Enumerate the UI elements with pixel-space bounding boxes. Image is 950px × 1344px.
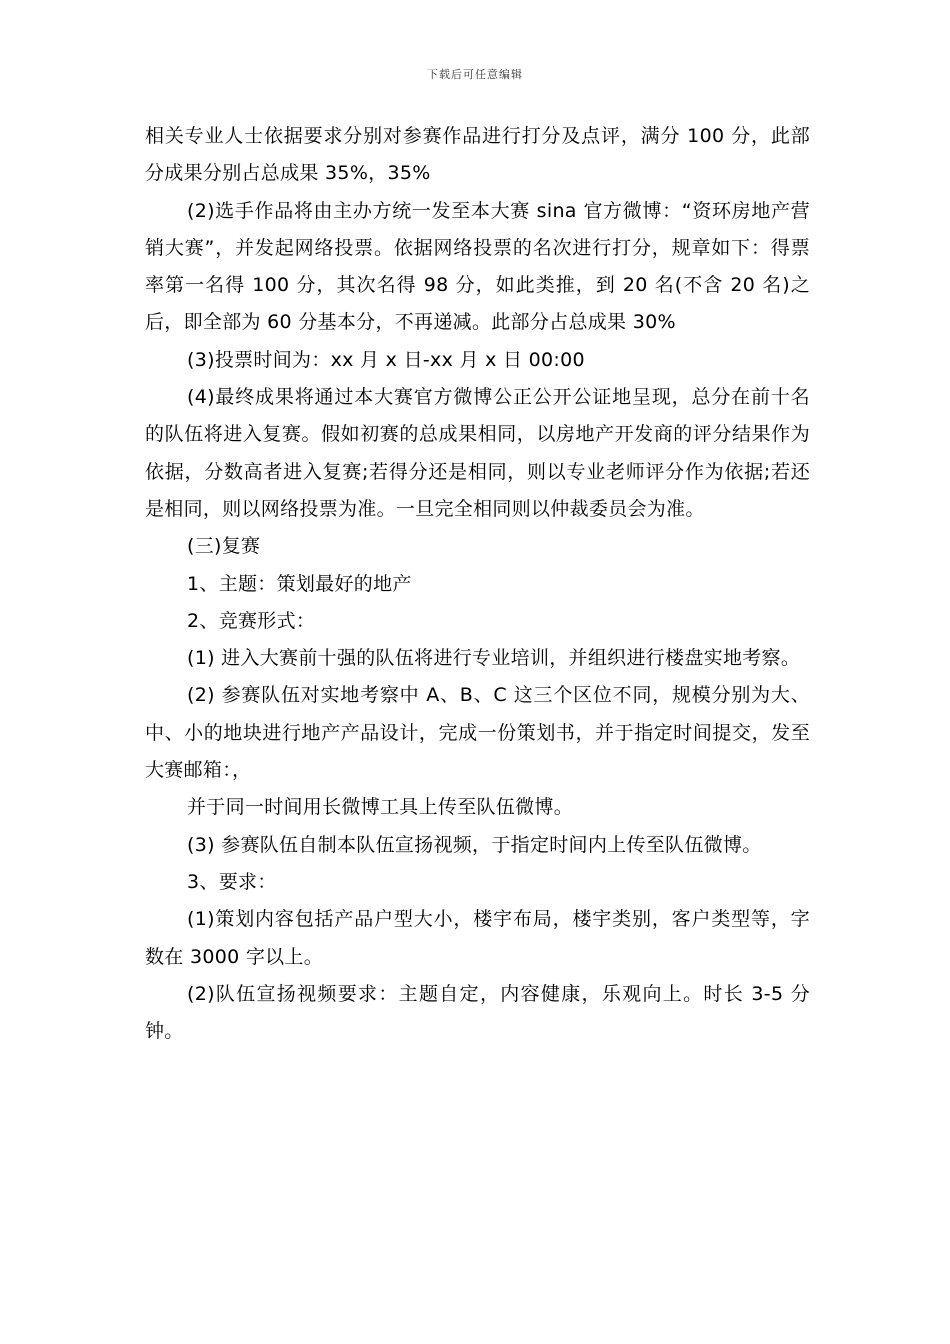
paragraph-promo-video: (3) 参赛队伍自制本队伍宣扬视频，于指定时间内上传至队伍微博。 (187, 833, 762, 856)
document-body (145, 118, 810, 1050)
paragraph-training: (1) 进入大赛前十强的队伍将进行专业培训，并组织进行楼盘实地考察。 (187, 647, 801, 670)
paragraph-voting-time: (3)投票时间为：xx 月 x 日-xx 月 x 日 00:00 (187, 348, 585, 371)
paragraph-format-heading: 2、竞赛形式： (187, 609, 316, 632)
paragraph-plan-content: (1)策划内容包括产品户型大小，楼宇布局，楼宇类别，客户类型等，字数在 3000 字以上。 (145, 908, 810, 968)
paragraph-upload-weibo: 并于同一时间用长微博工具上传至队伍微博。 (187, 796, 574, 819)
section-heading-rematch: (三)复赛 (187, 535, 261, 558)
paragraph-final-results: (4)最终成果将通过本大赛官方微博公正公开公证地呈现，总分在前十名的队伍将进入复赛。假如初赛的总成果相同，以房地产开发商的评分结果作为依据，分数高者进入复赛;若得分还是相同，则以专业老师评分作为依据;若还是相同，则以网络投票为准。一旦完全相同则以仲裁委员会为准。 (145, 386, 810, 520)
paragraph-scoring: 相关专业人士依据要求分别对参赛作品进行打分及点评，满分 100 分，此部分成果分别占总成果 35%，35% (145, 125, 810, 185)
page-header: 下载后可任意编辑 (427, 68, 523, 81)
paragraph-online-voting: (2)选手作品将由主办方统一发至本大赛 sina 官方微博：“资环房地产营销大赛”，并发起网络投票。依据网络投票的名次进行打分，规章如下：得票率第一名得 100 分，其次名得 98 分，如此类推，到 20 名(不含 20 名)之后，即全部为 60 分基本分，不再递减。此部分占总成果 30% (145, 199, 810, 334)
paragraph-requirements-heading: 3、要求： (187, 870, 277, 893)
paragraph-video-requirements: (2)队伍宣扬视频要求：主题自定，内容健康，乐观向上。时长 3-5 分钟。 (145, 982, 810, 1043)
paragraph-theme: 1、主题：策划最好的地产 (187, 572, 412, 595)
paragraph-product-design: (2) 参赛队伍对实地考察中 A、B、C 这三个区位不同，规模分别为大、中、小的地块进行地产产品设计，完成一份策划书，并于指定时间提交，发至大赛邮箱：， (145, 684, 810, 782)
